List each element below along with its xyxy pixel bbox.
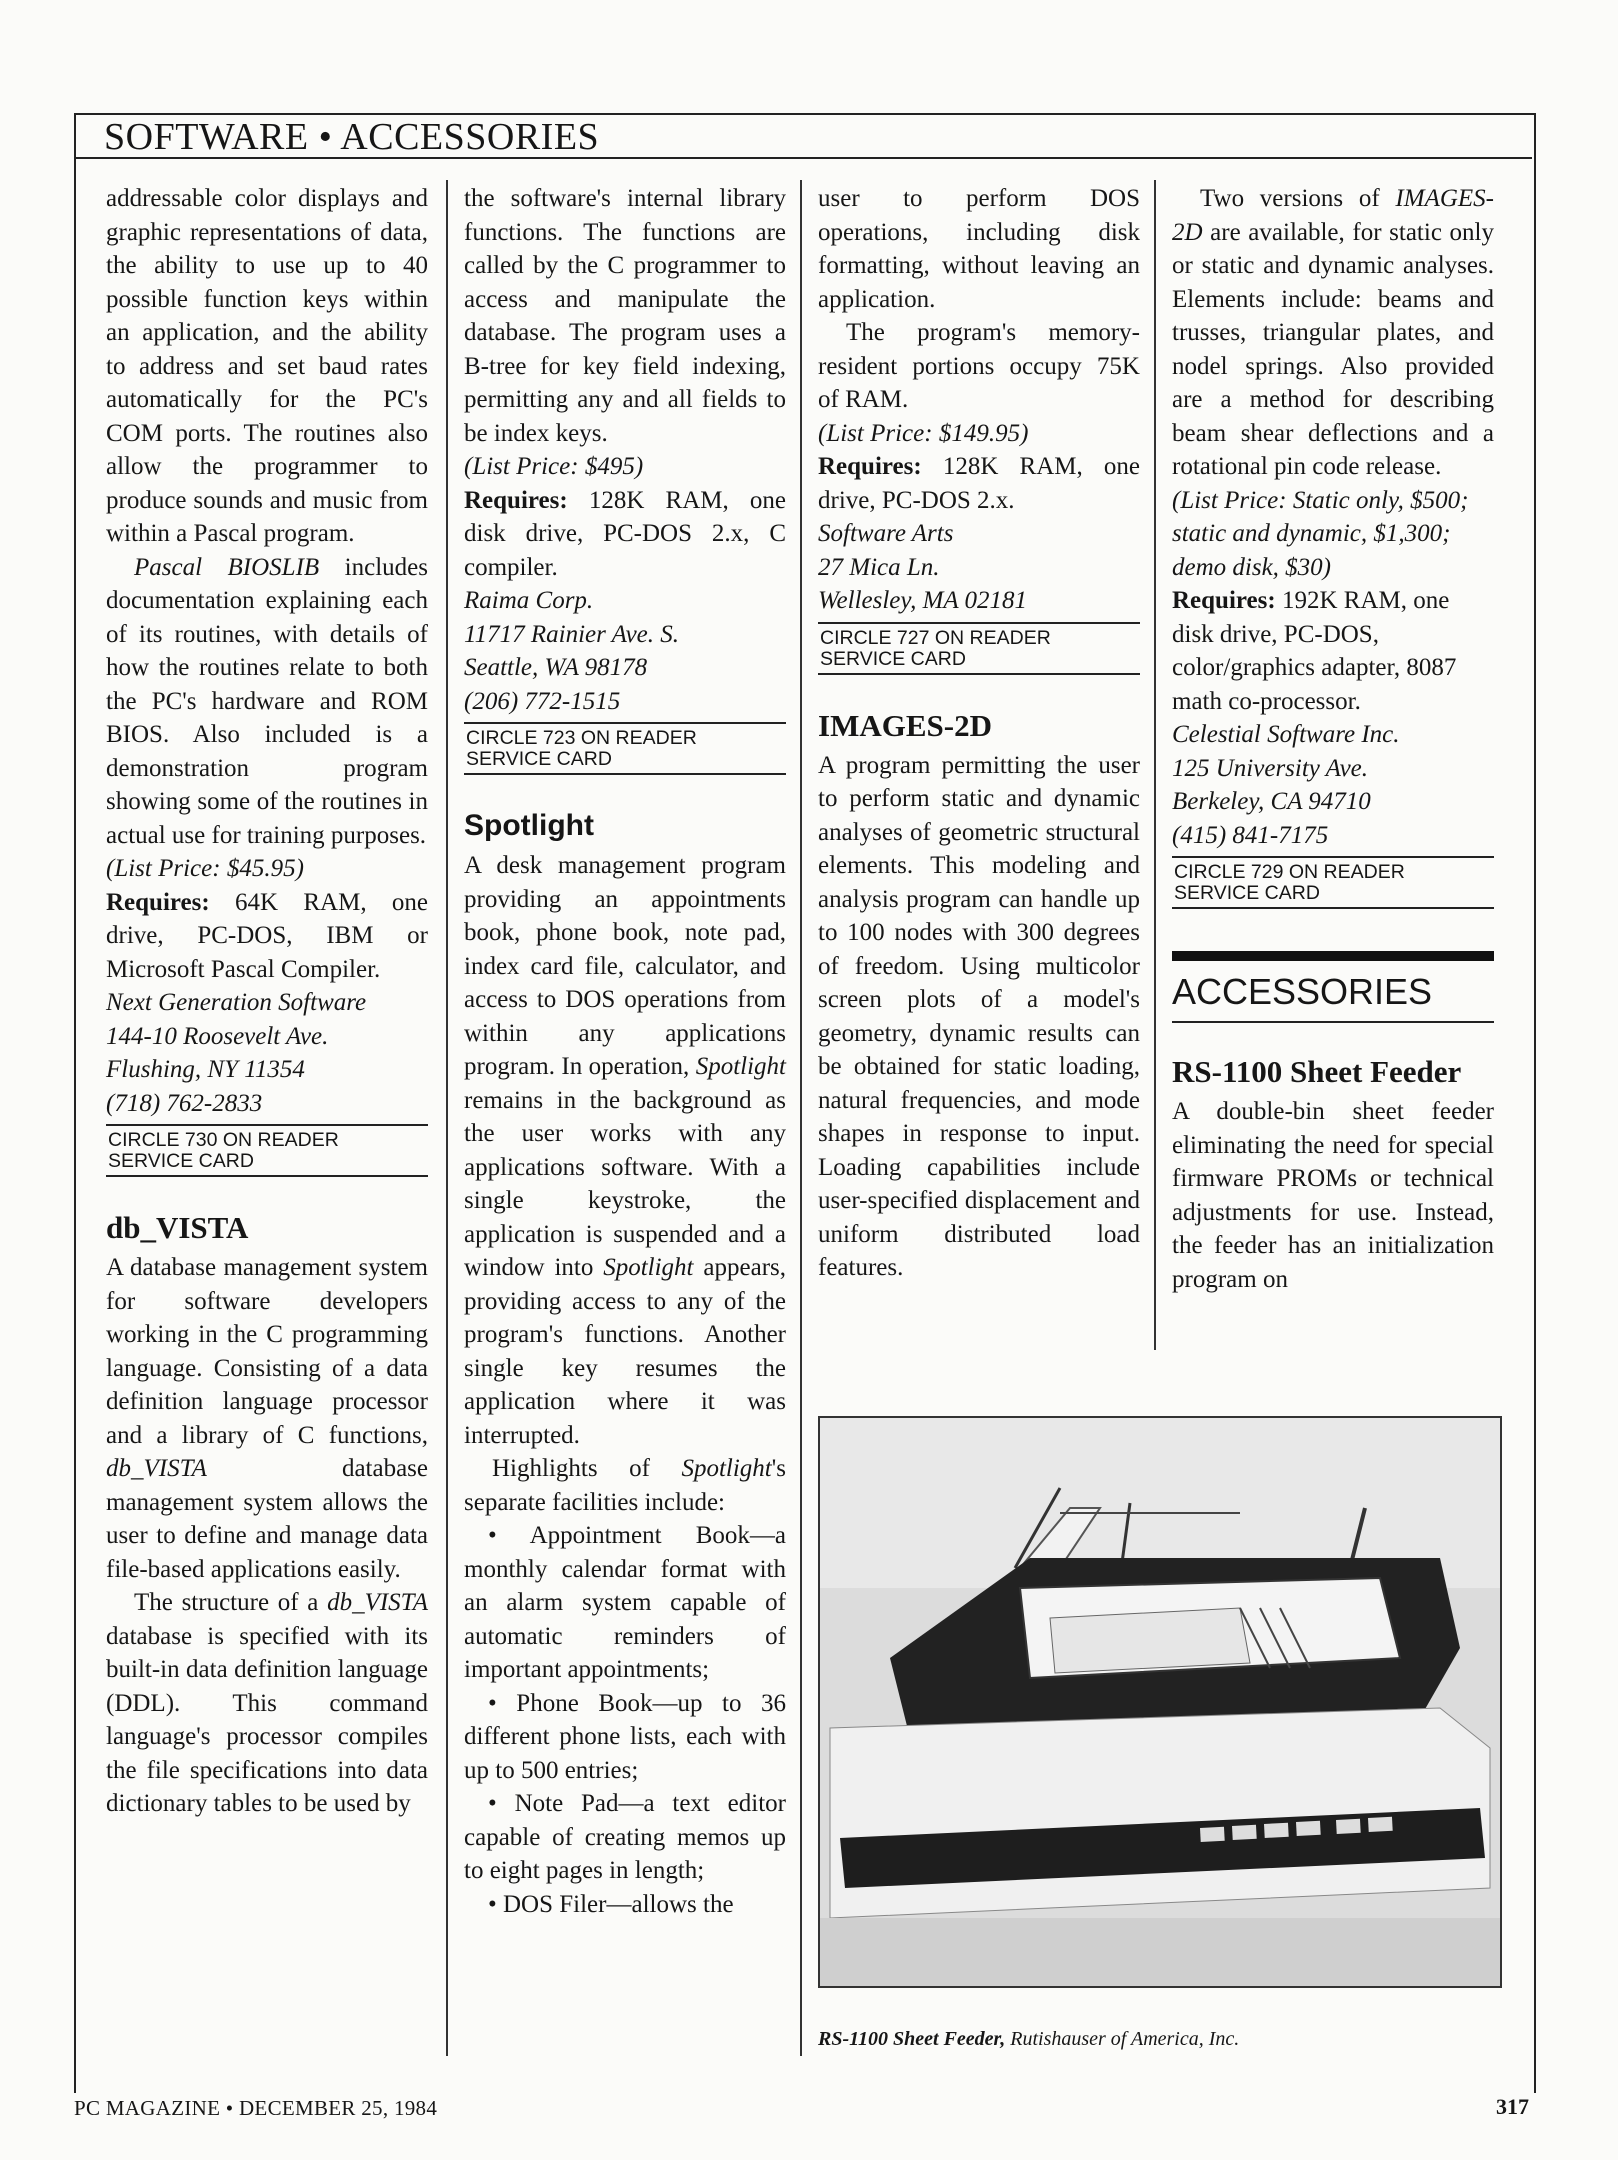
- caption-company: Rutishauser of America, Inc.: [1005, 2028, 1240, 2050]
- reader-service-box: [106, 1124, 428, 1177]
- service-card-label: SERVICE CARD: [1174, 882, 1320, 904]
- column-3: [818, 182, 1140, 1285]
- column-4: [1172, 182, 1494, 1296]
- sheet-feeder-illustration: [820, 1418, 1500, 1986]
- list-price: (List Price: Static only, $500; static and dynamic, $1,300; demo disk, $30): [1172, 486, 1469, 581]
- product-heading: db_VISTA: [106, 1210, 249, 1245]
- column-rule: [800, 180, 802, 2056]
- text: 's separate facilities include:: [464, 1455, 786, 1516]
- paragraph: the software's internal library functions. The functions are called by the C programmer to access and manipulate the database. The program uses a B-tree for key field indexing, permitting any and all fields to be index keys.: [464, 185, 786, 447]
- reader-service-box: [818, 622, 1140, 675]
- product-name-ref: Spotlight: [695, 1053, 786, 1080]
- service-card-label: SERVICE CARD: [108, 1150, 254, 1172]
- paragraph: [1172, 182, 1494, 484]
- circle-number: CIRCLE 729 ON READER: [1174, 861, 1405, 883]
- paragraph: [106, 1251, 428, 1586]
- text: Two versions of: [1200, 185, 1396, 212]
- service-card-label: SERVICE CARD: [466, 748, 612, 770]
- product-heading: RS-1100 Sheet Feeder: [1172, 1054, 1462, 1089]
- vendor-name: Raima Corp.: [464, 587, 594, 614]
- paragraph: A program permitting the user to perform static and dynamic analyses of geometric structural elements. This modeling and analysis program can handle up to 100 nodes with 300 degrees of freedom. Using multicolor screen plots of a model's geometry, dynamic results can be obtained for static loading, natural frequencies, and mode shapes in response to input. Loading capabilities include user-specified displacement and uniform distributed load features.: [818, 751, 1140, 1281]
- circle-number: CIRCLE 730 ON READER: [108, 1129, 339, 1151]
- reader-service-box: [464, 722, 786, 775]
- text: A database management system for software developers working in the C programming language. Consisting of a data definition language processor and a library of C functions,: [106, 1254, 428, 1449]
- vendor-city: Seattle, WA 98178: [464, 654, 648, 681]
- product-heading: IMAGES-2D: [818, 707, 992, 743]
- paragraph: [464, 849, 786, 1452]
- vendor-phone: (718) 762-2833: [106, 1089, 263, 1117]
- product-heading: Spotlight: [464, 809, 594, 842]
- paragraph: [106, 551, 428, 853]
- paragraph: addressable color displays and graphic representations of data, the ability to use up to 40 possible function keys within an application, and the ability to address and set baud rates automatically for the PC's COM ports. The routines also allow the programmer to produce sounds and music from within a Pascal program.: [106, 185, 428, 547]
- vendor-name: Celestial Software Inc.: [1172, 721, 1400, 748]
- paragraph: user to perform DOS operations, including disk formatting, without leaving an application.: [818, 185, 1140, 313]
- vendor-address: 125 University Ave.: [1172, 754, 1369, 782]
- product-name-ref: Spotlight: [681, 1455, 772, 1482]
- vendor-name: Next Generation Software: [106, 989, 367, 1016]
- requires-label: Requires:: [1172, 587, 1276, 614]
- page-number: 317: [1496, 2094, 1529, 2119]
- bullet-item: • Note Pad—a text editor capable of creating memos up to eight pages in length;: [464, 1790, 786, 1884]
- text: The structure of a: [134, 1589, 328, 1616]
- column-rule: [1154, 180, 1156, 1350]
- accessories-bar: [1172, 951, 1494, 961]
- bullet-item: • Phone Book—up to 36 different phone lists, each with up to 500 entries;: [464, 1689, 786, 1784]
- text: database management system allows the user to define and manage data file-based applications easily.: [106, 1455, 428, 1583]
- reader-service-box: [1172, 856, 1494, 909]
- requirements: [1172, 584, 1494, 718]
- product-name-ref: Spotlight: [603, 1254, 694, 1281]
- product-photo: [818, 1416, 1502, 1988]
- text: includes documentation explaining each of its routines, with details of how the routines relate to both the PC's hardware and ROM BIOS. Also included is a demonstration program showing some of the routines in actual use for training purposes.: [106, 553, 428, 849]
- section-title: SOFTWARE • ACCESSORIES: [104, 116, 600, 158]
- requires-text: 192K RAM, one disk drive, PC-DOS, color/graphics adapter, 8087 math co-processor.: [1172, 587, 1457, 715]
- requires-label: Requires:: [106, 888, 210, 916]
- footer-publication: PC MAGAZINE • DECEMBER 25, 1984: [74, 2096, 438, 2120]
- requires-label: Requires:: [464, 486, 568, 514]
- product-name-ref: db_VISTA: [106, 1455, 207, 1482]
- paragraph: A double-bin sheet feeder eliminating the need for special firmware PROMs or technical adjustments for use. Instead, the feeder has an initialization program on: [1172, 1098, 1494, 1293]
- paragraph: [464, 1452, 786, 1519]
- text: Highlights of: [492, 1455, 682, 1482]
- text: database is specified with its built-in data definition language (DDL). This command language's processor compiles the file specifications into data dictionary tables to be used by: [106, 1622, 428, 1817]
- accessories-heading: ACCESSORIES: [1172, 969, 1494, 1023]
- text: remains in the background as the user works with any applications software. With a single keystroke, the application is suspended and a window into: [464, 1086, 786, 1281]
- vendor-phone: (206) 772-1515: [464, 687, 621, 715]
- paragraph: The program's memory-resident portions occupy 75K of RAM.: [818, 319, 1140, 413]
- photo-caption: [818, 2028, 1239, 2051]
- vendor-address: 27 Mica Ln.: [818, 553, 940, 581]
- text: appears, providing access to any of the program's functions. Another single key resumes the application where it was interrupted.: [464, 1254, 786, 1449]
- vendor-city: Wellesley, MA 02181: [818, 587, 1027, 614]
- requires-label: Requires:: [818, 453, 922, 480]
- requires-text: 64K RAM, one drive, PC-DOS, IBM or Microsoft Pascal Compiler.: [106, 888, 428, 983]
- vendor-address: 144-10 Roosevelt Ave.: [106, 1022, 329, 1050]
- text: are available, for static only or static and dynamic analyses. Elements include: beams and trusses, triangular plates, and nodel springs. Also provided are a method for describing beam shear deflections and a rotational pin code release.: [1172, 218, 1494, 480]
- requirements: [464, 484, 786, 585]
- product-name-ref: IMAGES-2D: [1172, 185, 1494, 246]
- list-price: (List Price: $495): [464, 453, 644, 480]
- service-card-label: SERVICE CARD: [820, 647, 966, 670]
- caption-product: RS-1100 Sheet Feeder,: [818, 2028, 1006, 2050]
- column-1: [106, 182, 428, 1821]
- list-price: (List Price: $149.95): [818, 419, 1029, 447]
- vendor-phone: (415) 841-7175: [1172, 821, 1329, 849]
- vendor-address: 11717 Rainier Ave. S.: [464, 620, 680, 648]
- paragraph: [106, 1586, 428, 1821]
- list-price: (List Price: $45.95): [106, 855, 304, 882]
- vendor-city: Berkeley, CA 94710: [1172, 788, 1371, 815]
- product-name-ref: Pascal BIOSLIB: [134, 553, 320, 581]
- requirements: [818, 450, 1140, 517]
- circle-number: CIRCLE 727 ON READER: [820, 626, 1051, 649]
- column-rule: [446, 180, 448, 2056]
- section-header: [74, 113, 1532, 159]
- vendor-name: Software Arts: [818, 520, 954, 547]
- text: A desk management program providing an appointments book, phone book, note pad, index card file, calculator, and access to DOS operations from within any applications program. In operation,: [464, 852, 786, 1080]
- vendor-city: Flushing, NY 11354: [106, 1056, 305, 1083]
- bullet-item: • Appointment Book—a monthly calendar format with an alarm system capable of automatic reminders of important appointments;: [464, 1522, 786, 1683]
- circle-number: CIRCLE 723 ON READER: [466, 727, 697, 749]
- column-2: [464, 182, 786, 1921]
- bullet-item: • DOS Filer—allows the: [488, 1890, 734, 1918]
- requirements: [106, 886, 428, 987]
- requires-text: 128K RAM, one drive, PC-DOS 2.x.: [818, 453, 1140, 514]
- requires-text: 128K RAM, one disk drive, PC-DOS 2.x, C compiler.: [464, 486, 786, 581]
- product-name-ref: db_VISTA: [327, 1589, 428, 1616]
